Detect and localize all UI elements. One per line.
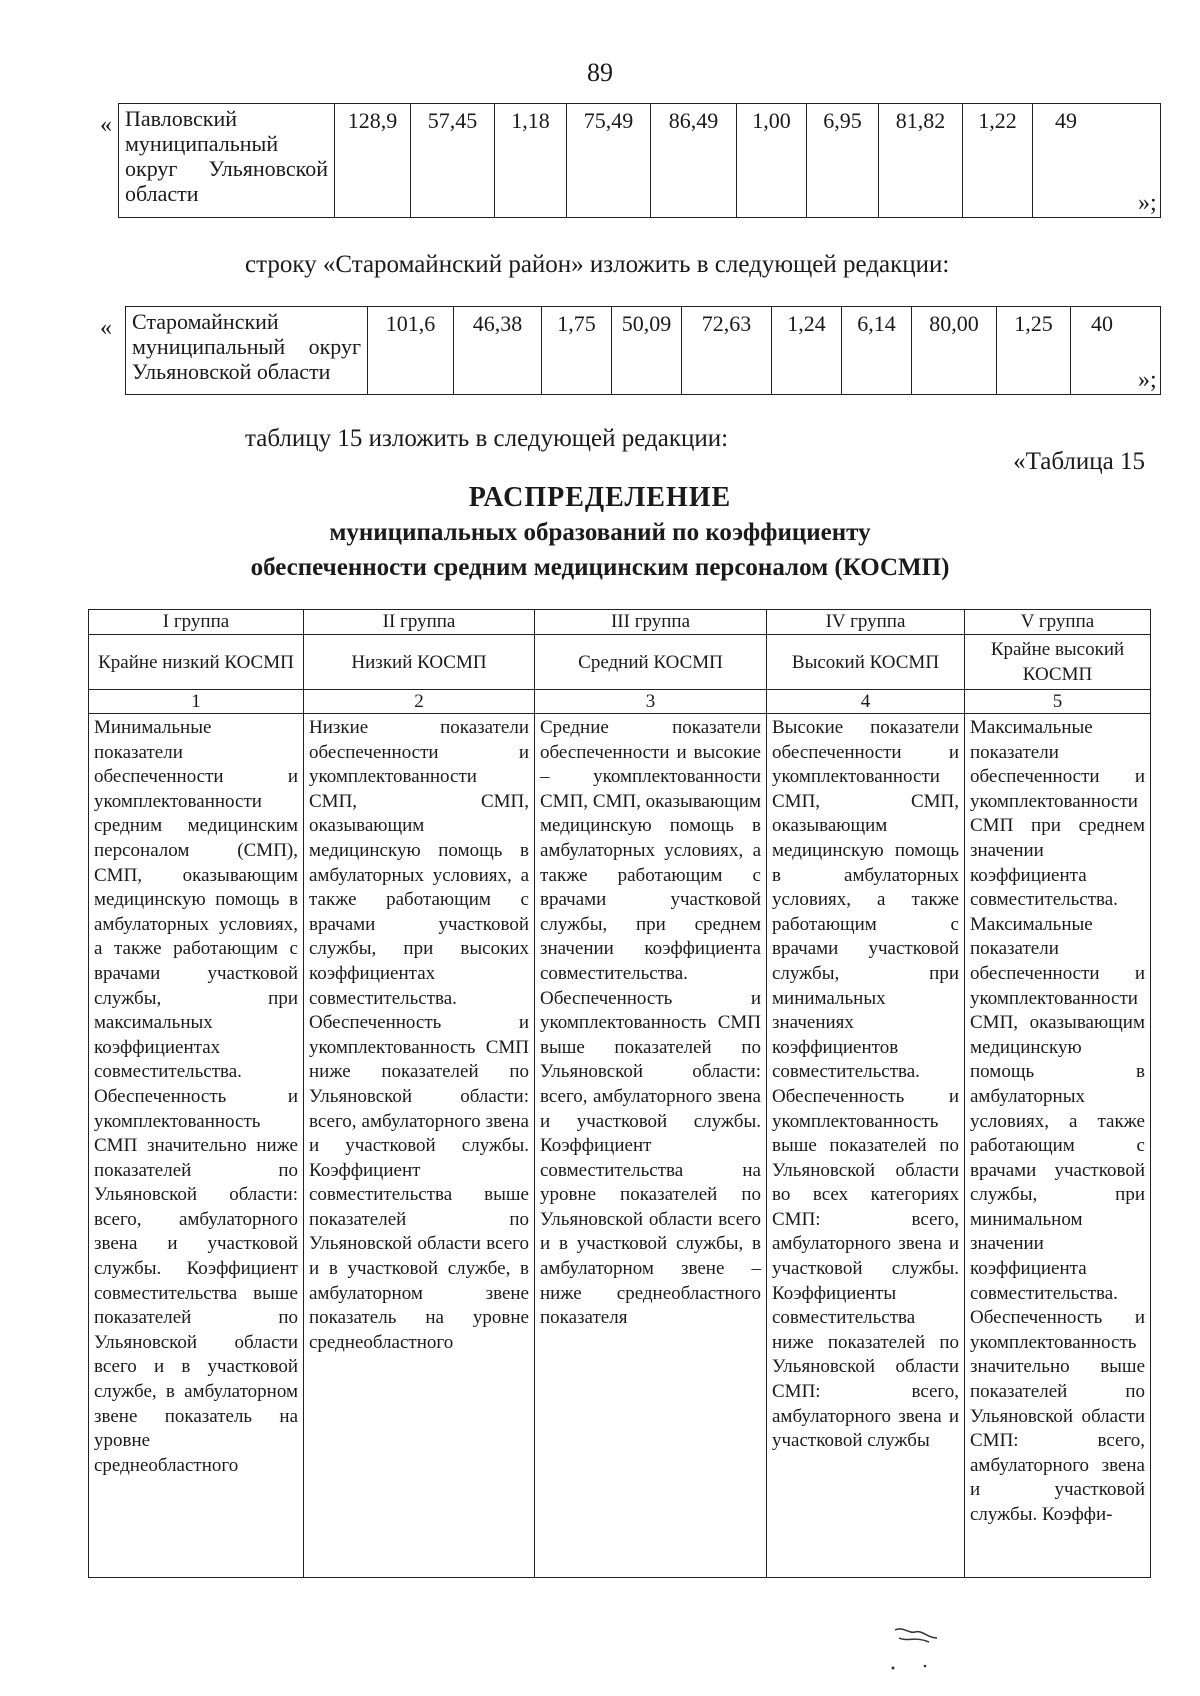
instruction-table15: таблицу 15 изложить в следующей редакции: — [245, 425, 729, 452]
value-cell: 101,6 — [368, 307, 454, 395]
value-cell: 46,38 — [454, 307, 542, 395]
value-cell: 1,22 — [963, 104, 1033, 218]
group-header: IV группа — [767, 610, 965, 635]
column-index: 5 — [965, 690, 1151, 714]
quote-close: »; — [1138, 190, 1157, 216]
level-header: Крайне низкий КОСМП — [89, 635, 304, 690]
level-header: Средний КОСМП — [535, 635, 767, 690]
handwritten-mark — [885, 1608, 955, 1678]
value-cell: 86,49 — [651, 104, 737, 218]
value-cell: 57,45 — [411, 104, 495, 218]
value-cell: 81,82 — [879, 104, 963, 218]
value-cell: 1,25 — [997, 307, 1071, 395]
instruction-staromainsky: строку «Старомайнский район» изложить в следующей редакции: — [245, 251, 950, 278]
group-description: Средние показатели обеспеченности и высокие – укомплектованности СМП, СМП, оказывающим медицинскую помощь в амбулаторных условиях, а также работающим с врачами участковой службы, при среднем значении коэффициента совместительства. Обеспеченность и укомплектованность СМП выше показателей по Ульяновской области: всего, амбулаторного звена и участковой службы. Коэффициент совместительства на уровне показателей по Ульяновской области всего и в участковой службы, в амбулаторном звене – ниже среднеобластного показателя — [535, 714, 767, 1578]
distribution-table — [88, 609, 1151, 1578]
group-description: Минимальные показатели обеспеченности и укомплектованности средним медицинским персоналом (СМП), СМП, оказывающим медицинскую помощь в амбулаторных условиях, а также работающим с врачами участковой службы, при максимальных коэффициентах совместительства. Обеспеченность и укомплектованность СМП значительно ниже показателей по Ульяновской области: всего, амбулаторного звена и участковой службы. Коэффициент совместительства выше показателей по Ульяновской области всего и в участковой службе, в амбулаторном звене показатель на уровне среднеобластного — [89, 714, 304, 1578]
column-index: 3 — [535, 690, 767, 714]
value-cell: 80,00 — [912, 307, 997, 395]
value-cell: 6,14 — [842, 307, 912, 395]
value-cell: 75,49 — [567, 104, 651, 218]
group-description: Низкие показатели обеспеченности и укомплектованности СМП, СМП, оказывающим медицинскую помощь в амбулаторных условиях, а также работающим с врачами участковой службы, при высоких коэффициентах совместительства. Обеспеченность и укомплектованность СМП ниже показателей по Ульяновской области: всего, амбулаторного звена и участковой службы. Коэффициент совместительства выше показателей по Ульяновской области всего и в участковой службе, в амбулаторном звене показатель на уровне среднеобластного — [304, 714, 535, 1578]
group-description: Максимальные показатели обеспеченности и укомплектованности СМП при среднем значении коэффициента совместительства. Максимальные показатели обеспеченности и укомплектованности СМП, оказывающим медицинскую помощь в амбулаторных условиях, а также работающим с врачами участковой службы, при минимальном значении коэффициента совместительства. Обеспеченность и укомплектованность значительно выше показателей по Ульяновской области СМП: всего, амбулаторного звена и участковой службы. Коэффи- — [965, 714, 1151, 1578]
group-header: V группа — [965, 610, 1151, 635]
value-cell: 128,9 — [335, 104, 411, 218]
region-name: Старомайнский муниципальный округ Ульяновской области — [126, 307, 368, 395]
level-header: Низкий КОСМП — [304, 635, 535, 690]
table-label: «Таблица 15 — [1013, 448, 1145, 475]
level-header: Высокий КОСМП — [767, 635, 965, 690]
value-cell: 6,95 — [807, 104, 879, 218]
column-index: 4 — [767, 690, 965, 714]
pavlovsky-row-table — [118, 103, 1161, 218]
document-title: РАСПРЕДЕЛЕНИЕ — [468, 482, 732, 513]
group-description: Высокие показатели обеспеченности и укомплектованности СМП, СМП, оказывающим медицинскую помощь в амбулаторных условиях, а также работающим с врачами участковой службы, при минимальных значениях коэффициентов совместительства. Обеспеченность и укомплектованность выше показателей по Ульяновской области во всех категориях СМП: всего, амбулаторного звена и участковой службы. Коэффициенты совместительства ниже показателей по Ульяновской области СМП: всего, амбулаторного звена и участковой службы — [767, 714, 965, 1578]
value-cell: 40 — [1071, 307, 1161, 395]
group-header: I группа — [89, 610, 304, 635]
level-header: Крайне высокий КОСМП — [965, 635, 1151, 690]
page-number: 89 — [587, 58, 613, 87]
region-name: Павловский муниципальный округ Ульяновской области — [119, 104, 335, 218]
value-cell: 49 — [1033, 104, 1161, 218]
value-cell: 1,00 — [737, 104, 807, 218]
document-subtitle-line2: обеспеченности средним медицинским персоналом (КОСМП) — [250, 554, 950, 581]
document-subtitle-line1: муниципальных образований по коэффициенту — [329, 519, 871, 546]
quote-open: « — [100, 112, 112, 138]
value-cell: 1,18 — [495, 104, 567, 218]
group-header: III группа — [535, 610, 767, 635]
value-cell: 1,24 — [772, 307, 842, 395]
staromainsky-row-table — [125, 306, 1161, 395]
quote-close: »; — [1138, 367, 1157, 393]
column-index: 2 — [304, 690, 535, 714]
group-header: II группа — [304, 610, 535, 635]
value-cell: 50,09 — [612, 307, 682, 395]
value-cell: 72,63 — [682, 307, 772, 395]
value-cell: 1,75 — [542, 307, 612, 395]
quote-open: « — [100, 315, 112, 341]
column-index: 1 — [89, 690, 304, 714]
